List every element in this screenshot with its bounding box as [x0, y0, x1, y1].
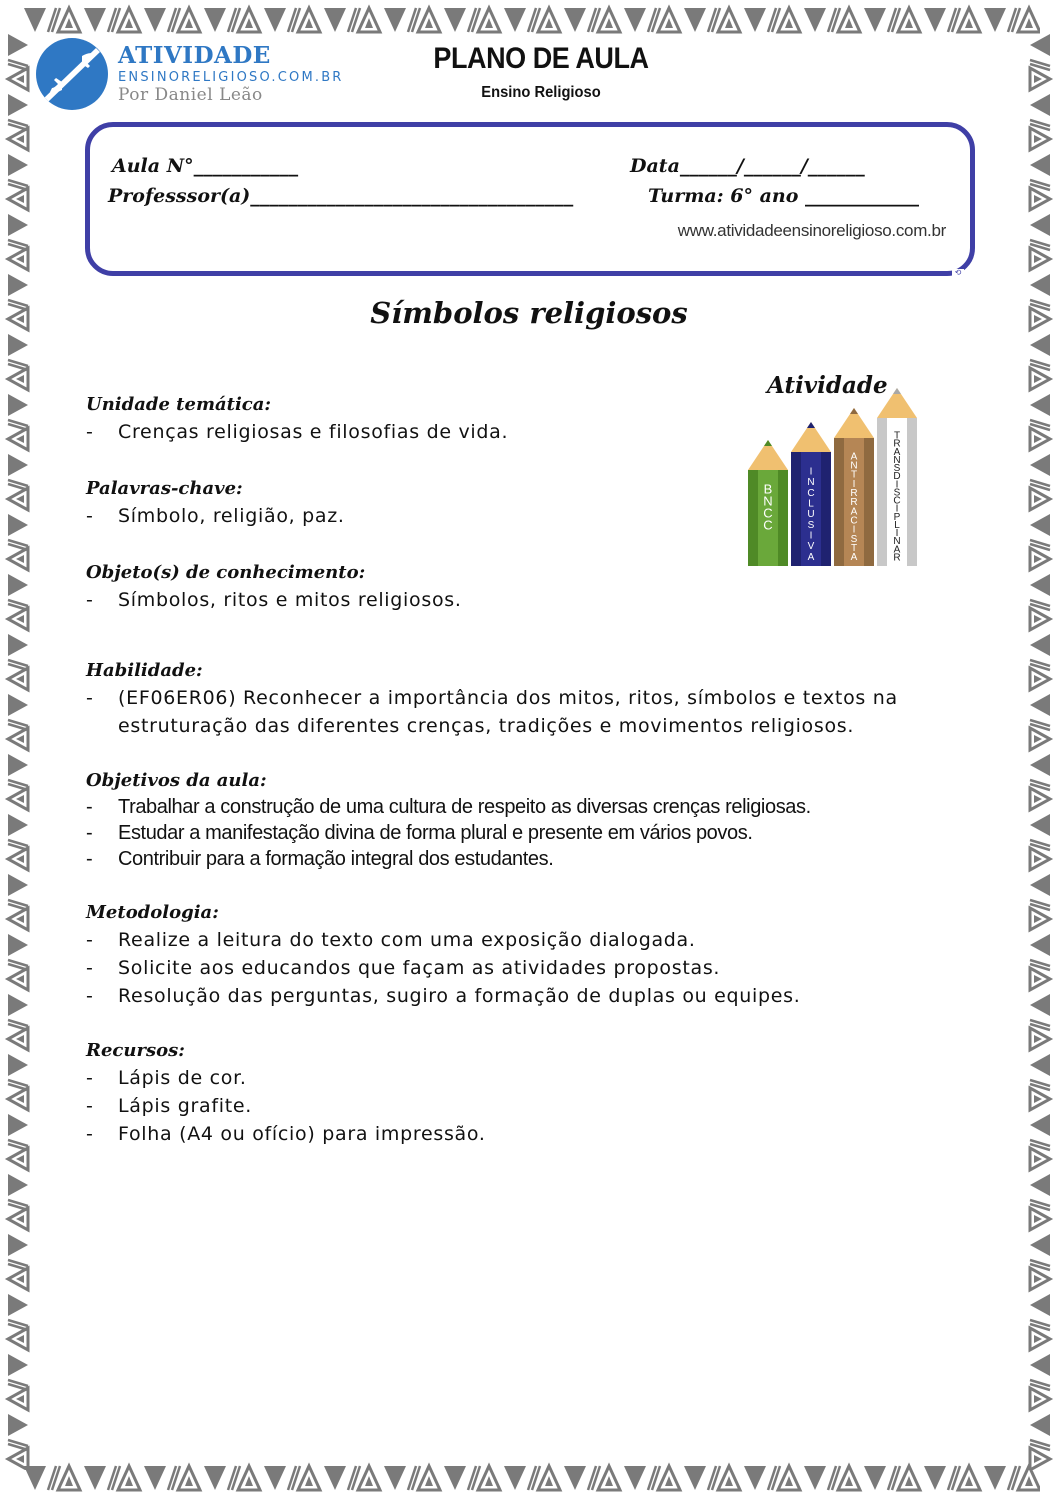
section-list — [86, 684, 986, 740]
section-list — [86, 418, 986, 446]
section-list — [86, 926, 986, 1010]
svg-text:V: V — [807, 541, 815, 553]
svg-text:N: N — [850, 460, 858, 472]
list-item — [86, 502, 986, 530]
logo-title: ATIVIDADE — [118, 42, 271, 69]
document-subtitle: Ensino Religioso — [481, 84, 601, 101]
section-list — [86, 502, 986, 530]
list-item-text: Símbolo, religião, paz. — [118, 505, 345, 527]
list-item — [86, 794, 986, 820]
svg-text:S: S — [893, 463, 901, 474]
section-heading: Metodologia: — [86, 902, 219, 923]
section — [86, 900, 986, 1010]
site-logo — [36, 38, 366, 112]
list-marker: - — [86, 929, 94, 951]
decorative-border-top — [20, 4, 1040, 36]
document-title: PLANO DE AULA — [433, 42, 649, 75]
list-item-text: Estudar a manifestação divina de forma plural e presente em vários povos. — [118, 822, 753, 844]
svg-text:I: I — [895, 528, 899, 539]
svg-text:N: N — [807, 477, 815, 489]
svg-text:R: R — [893, 552, 901, 564]
decorative-border-right — [1026, 30, 1054, 1470]
list-marker: - — [86, 589, 94, 611]
section-list — [86, 1064, 986, 1148]
section-heading: Unidade temática: — [86, 394, 272, 415]
reaching-hands-icon — [36, 38, 108, 110]
list-item — [86, 586, 986, 614]
section — [86, 560, 986, 614]
svg-text:T: T — [850, 543, 858, 554]
list-item-text: Contribuir para a formação integral dos estudantes. — [118, 848, 554, 870]
svg-text:L: L — [808, 498, 814, 510]
svg-text:I: I — [852, 478, 856, 490]
list-item — [86, 820, 986, 846]
list-item-text: Realize a leitura do texto com uma exposição dialogada. — [118, 929, 696, 951]
svg-text:T: T — [850, 469, 858, 481]
list-item — [86, 982, 986, 1010]
svg-text:A: A — [893, 544, 901, 556]
list-marker: - — [86, 985, 94, 1007]
list-item — [86, 1064, 986, 1092]
list-item-text: Lápis grafite. — [118, 1095, 252, 1117]
section-heading: Objetivos da aula: — [86, 770, 267, 791]
list-item-text: Lápis de cor. — [118, 1067, 247, 1089]
list-marker: - — [86, 505, 94, 527]
section-heading: Recursos: — [86, 1040, 185, 1061]
svg-text:C: C — [850, 515, 858, 527]
corner-mark-icon: ⟲ — [952, 269, 964, 277]
list-marker: - — [86, 957, 94, 979]
svg-text:N: N — [893, 454, 901, 466]
svg-text:U: U — [807, 509, 815, 521]
svg-text:R: R — [850, 497, 858, 509]
list-marker: - — [86, 1067, 94, 1089]
svg-text:C: C — [763, 517, 773, 533]
svg-text:A: A — [850, 552, 858, 564]
list-item-text: Crenças religiosas e filosofias de vida. — [118, 421, 509, 443]
section — [86, 658, 986, 740]
list-item — [86, 1092, 986, 1120]
class-field[interactable]: Turma: 6° ano ____________ — [648, 185, 920, 207]
list-marker: - — [86, 421, 94, 443]
svg-text:I: I — [895, 503, 899, 515]
badge-title: Atividade — [767, 372, 888, 399]
lesson-content — [86, 392, 986, 1148]
lesson-info-box — [85, 122, 975, 276]
list-item-text: Trabalhar a construção de uma cultura de respeito as diversas crenças religiosas. — [118, 796, 811, 818]
section — [86, 392, 986, 446]
section-list — [86, 586, 986, 614]
list-item-text: Folha (A4 ou ofício) para impressão. — [118, 1123, 486, 1145]
svg-text:N: N — [763, 493, 773, 509]
svg-text:P: P — [893, 511, 901, 523]
section — [86, 476, 986, 530]
svg-text:I: I — [809, 466, 813, 478]
section — [86, 1038, 986, 1148]
svg-text:S: S — [850, 533, 858, 545]
svg-text:D: D — [893, 471, 901, 483]
logo-site: ENSINORELIGIOSO.COM.BR — [118, 70, 344, 85]
list-item-text: Símbolos, ritos e mitos religiosos. — [118, 589, 462, 611]
date-field[interactable]: Data______/______/______ — [630, 155, 865, 177]
section-heading: Objeto(s) de conhecimento: — [86, 562, 366, 583]
svg-text:N: N — [893, 536, 901, 548]
svg-text:R: R — [850, 488, 858, 499]
list-item — [86, 954, 986, 982]
svg-text:C: C — [763, 505, 773, 521]
website-url: www.atividadeensinoreligioso.com.br — [677, 221, 946, 240]
svg-text:S: S — [807, 519, 815, 531]
list-item — [86, 926, 986, 954]
svg-text:I: I — [809, 530, 813, 542]
svg-text:C: C — [807, 487, 815, 499]
list-item-text: Solicite aos educandos que façam as atividades propostas. — [118, 957, 721, 979]
list-marker: - — [86, 796, 93, 818]
decorative-border-left — [4, 30, 32, 1470]
section-list — [86, 794, 986, 872]
svg-text:A: A — [850, 451, 858, 463]
section — [86, 768, 986, 872]
list-item-text: Resolução das perguntas, sugiro a formação de duplas ou equipes. — [118, 985, 801, 1007]
logo-author: Por Daniel Leão — [118, 85, 263, 105]
svg-text:A: A — [807, 551, 815, 563]
teacher-field[interactable]: Professsor(a)__________________________________ — [108, 185, 574, 207]
lesson-number-field[interactable]: Aula N°___________ — [112, 155, 299, 177]
list-item — [86, 684, 986, 740]
svg-text:C: C — [893, 495, 901, 507]
list-marker: - — [86, 848, 93, 870]
list-item-text: (EF06ER06) Reconhecer a importância dos mitos, ritos, símbolos e textos na estruturação das diferentes crenças, tradições e movimentos religiosos. — [118, 687, 898, 737]
decorative-border-bottom — [20, 1462, 1040, 1494]
svg-text:I: I — [852, 524, 856, 536]
svg-text:L: L — [894, 519, 900, 531]
svg-text:S: S — [893, 487, 901, 499]
list-item — [86, 418, 986, 446]
list-item — [86, 1120, 986, 1148]
lesson-title: Símbolos religiosos — [370, 296, 688, 330]
section-heading: Palavras-chave: — [86, 478, 243, 499]
svg-text:A: A — [850, 506, 858, 518]
list-marker: - — [86, 822, 93, 844]
svg-text:I: I — [895, 479, 899, 491]
section-heading: Habilidade: — [86, 660, 203, 681]
svg-text:B: B — [763, 481, 773, 497]
svg-text:T: T — [893, 430, 901, 442]
list-item — [86, 846, 986, 872]
svg-text:R: R — [893, 438, 901, 450]
list-marker: - — [86, 687, 94, 709]
list-marker: - — [86, 1095, 94, 1117]
list-marker: - — [86, 1123, 94, 1145]
svg-text:A: A — [893, 446, 901, 458]
